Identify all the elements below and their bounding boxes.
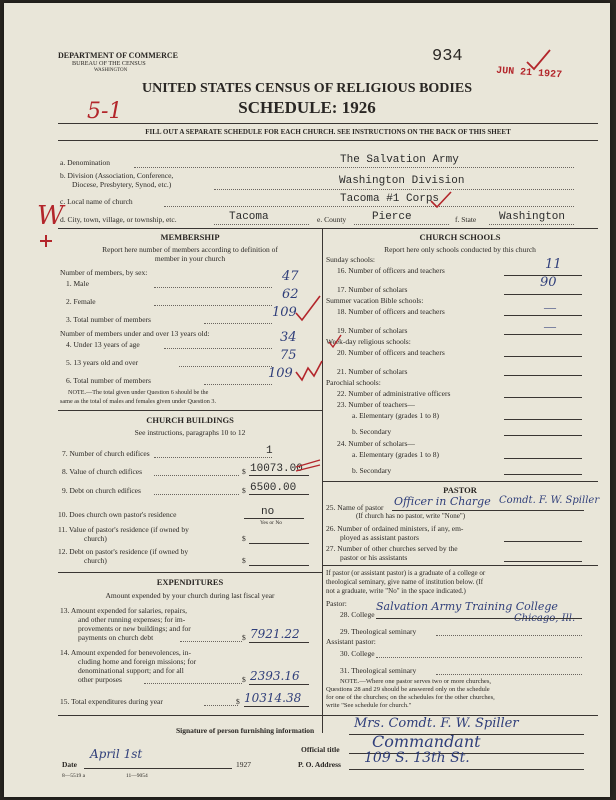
summer-schools-label: Summer vacation Bible schools: (326, 296, 424, 305)
official-title-value: Commandant (372, 732, 481, 751)
q13-value: 7921.22 (250, 627, 300, 641)
q23a-label: a. Elementary (grades 1 to 8) (352, 411, 440, 420)
date-value: April 1st (90, 747, 143, 761)
q23b-label: b. Secondary (352, 427, 392, 436)
q23-label: 23. Number of teachers— (337, 400, 415, 409)
q17-value: 90 (540, 275, 557, 290)
yes-no-hint: Yes or No (260, 520, 283, 526)
q28-label: 28. College (340, 610, 375, 619)
pastor-note: NOTE.—Where one pastor serves two or more churches, (340, 678, 492, 685)
graduate-note-end: not a graduate, write "No" in the space indicated.) (326, 587, 466, 595)
q13-line-3: provements or new buildings; and for (78, 624, 191, 633)
q12-label: 12. Debt on pastor's residence (if owned by (58, 547, 189, 556)
q5-label: 5. 13 years old and over (66, 358, 139, 367)
q6-value: 109 (268, 366, 293, 381)
q25-value: Officer in Charge (394, 495, 491, 508)
membership-note-cont: same as the total of males and females given under Question 3. (60, 398, 217, 405)
q2-value: 62 (282, 287, 299, 302)
q19-value: — (544, 319, 556, 333)
sunday-schools-label: Sunday schools: (326, 255, 375, 264)
census-schedule-page (4, 3, 610, 797)
q18-value: — (544, 300, 556, 314)
signature-value: Mrs. Comdt. F. W. Spiller (354, 716, 519, 731)
q1-value: 47 (282, 269, 299, 284)
q13-dollar: $ (242, 633, 246, 642)
expenditures-heading: EXPENDITURES (156, 577, 224, 587)
margin-mark: W (37, 201, 64, 231)
form-title: UNITED STATES CENSUS OF RELIGIOUS BODIES (141, 81, 472, 96)
county-label: e. County (317, 215, 347, 224)
membership-heading: MEMBERSHIP (160, 232, 220, 242)
q4-label: 4. Under 13 years of age (66, 340, 140, 349)
buildings-heading: CHURCH BUILDINGS (146, 415, 234, 425)
q24b-label: b. Secondary (352, 466, 392, 475)
local-name-value: Tacoma #1 Corps (340, 193, 440, 205)
q22-label: 22. Number of administrative officers (337, 389, 451, 398)
q28-value: Salvation Army Training College (376, 600, 558, 613)
form-code: 8—5519 a (62, 773, 86, 779)
city-value: Tacoma (229, 211, 269, 223)
date-label: Date (62, 760, 77, 769)
q21-label: 21. Number of scholars (337, 367, 408, 376)
division-label-cont: Diocese, Presbytery, Synod, etc.) (72, 180, 172, 189)
q28-city: Chicago, Ill. (514, 613, 576, 624)
q24-label: 24. Number of scholars— (337, 439, 415, 448)
membership-note: NOTE.—The total given under Question 6 should be the (68, 389, 209, 396)
division-label: b. Division (Association, Conference, (60, 171, 174, 180)
q15-value: 10314.38 (244, 691, 302, 705)
expenditures-intro: Amount expended by your church during last fiscal year (105, 591, 275, 600)
schools-intro: Report here only schools conducted by this church (384, 245, 536, 254)
plus-mark-icon (38, 233, 54, 249)
q14-value: 2393.16 (250, 669, 300, 683)
q7-value: 1 (266, 445, 273, 457)
check-mark-icon (294, 457, 322, 477)
q15-label: 15. Total expenditures during year (60, 697, 163, 706)
print-code: 11—9054 (126, 773, 148, 779)
q14-line-4: other purposes (78, 675, 122, 684)
check-mark-icon (428, 189, 454, 211)
pastor-heading: PASTOR (443, 485, 477, 495)
q20-label: 20. Number of officers and teachers (337, 348, 445, 357)
q25-pastor-name: Comdt. F. W. Spiller (499, 495, 600, 506)
q18-label: 18. Number of officers and teachers (337, 307, 445, 316)
pastor-note-2: Questions 28 and 29 should be answered only on the schedule (326, 686, 490, 693)
q2-label: 2. Female (66, 297, 96, 306)
q27-label: 27. Number of other churches served by the (326, 544, 458, 553)
q10-value: no (261, 506, 275, 518)
official-title-label: Official title (301, 745, 340, 754)
year-value: 1927 (236, 760, 251, 769)
parochial-schools-label: Parochial schools: (326, 378, 381, 387)
division-value: Washington Division (339, 175, 465, 187)
q19-label: 19. Number of scholars (337, 326, 408, 335)
q25-hint: (If church has no pastor, write "None") (356, 512, 466, 520)
q11-dollar: $ (242, 534, 246, 543)
q16-value: 11 (545, 257, 562, 272)
check-mark-icon (294, 293, 322, 323)
q11-label-cont: church) (84, 534, 107, 543)
q8-dollar: $ (242, 467, 246, 476)
q26-label: 26. Number of ordained ministers, if any, em- (326, 524, 464, 533)
q4-value: 34 (280, 330, 297, 345)
schools-heading: CHURCH SCHOOLS (419, 232, 501, 242)
q16-label: 16. Number of officers and teachers (337, 266, 445, 275)
q9-dollar: $ (242, 486, 246, 495)
signature-label: Signature of person furnishing information (176, 726, 315, 735)
q10-label: 10. Does church own pastor's residence (58, 510, 177, 519)
address-label: P. O. Address (298, 760, 341, 769)
q13-line-1: 13. Amount expended for salaries, repairs, (60, 606, 188, 615)
q11-label: 11. Value of pastor's residence (if owned by (58, 525, 189, 534)
q17-label: 17. Number of scholars (337, 285, 408, 294)
city-label: d. City, town, village, or township, etc. (60, 215, 177, 224)
q9-value: 6500.00 (250, 482, 297, 494)
q24a-label: a. Elementary (grades 1 to 8) (352, 450, 440, 459)
instruction-banner: FILL OUT A SEPARATE SCHEDULE FOR EACH CHURCH. SEE INSTRUCTIONS ON THE BACK OF THIS SHEET (145, 128, 511, 136)
q6-label: 6. Total number of members (66, 376, 151, 385)
membership-intro-cont: member in your church (154, 254, 226, 263)
q29-label: 29. Theological seminary (340, 627, 417, 636)
q1-label: 1. Male (66, 279, 89, 288)
check-mark-icon (294, 358, 324, 384)
pastor-note-4: write "See schedule for church." (326, 702, 412, 709)
q7-label: 7. Number of church edifices (62, 449, 150, 458)
denomination-label: a. Denomination (60, 158, 110, 167)
assistant-pastor-label: Assistant pastor: (326, 637, 376, 646)
state-value: Washington (499, 211, 566, 223)
pastor-sub-label: Pastor: (326, 599, 347, 608)
q30-label: 30. College (340, 649, 375, 658)
q31-label: 31. Theological seminary (340, 666, 417, 675)
bureau-name: BUREAU OF THE CENSUS (72, 60, 146, 67)
county-value: Pierce (372, 211, 412, 223)
q13-line-4: payments on church debt (78, 633, 154, 642)
schedule-year: SCHEDULE: 1926 (238, 98, 376, 117)
q14-dollar: $ (242, 675, 246, 684)
q27-label-cont: pastor or his assistants (340, 553, 408, 562)
weekday-schools-label: Week-day religious schools: (326, 337, 411, 346)
graduate-note: If pastor (or assistant pastor) is a graduate of a college or (326, 569, 486, 577)
q14-line-3: denominational support; and for all (78, 666, 184, 675)
q14-line-2: cluding home and foreign missions; for (78, 657, 197, 666)
pastor-note-3: for one of the churches; on the schedules for the other churches, (326, 694, 495, 701)
q12-label-cont: church) (84, 556, 107, 565)
department-name: DEPARTMENT OF COMMERCE (58, 51, 179, 60)
membership-intro: Report here number of members according to definition of (102, 245, 278, 254)
graduate-note-cont: theological seminary, give name of institution below. (If (326, 578, 484, 586)
by-sex-label: Number of members, by sex: (60, 268, 148, 277)
address-value: 109 S. 13th St. (364, 750, 470, 766)
q15-dollar: $ (236, 697, 240, 706)
margin-note: 5-1 (87, 99, 123, 124)
q8-label: 8. Value of church edifices (62, 467, 143, 476)
buildings-intro: See instructions, paragraphs 10 to 12 (134, 428, 246, 437)
q26-label-cont: ployed as assistant pastors (340, 533, 419, 542)
q25-label: 25. Name of pastor (326, 503, 384, 512)
check-mark-icon (524, 47, 554, 73)
received-stamp: JUN 21 1927 (495, 65, 563, 82)
schedule-number: 934 (432, 47, 463, 66)
local-name-label: c. Local name of church (60, 197, 133, 206)
q3-label: 3. Total number of members (66, 315, 151, 324)
denomination-value: The Salvation Army (340, 154, 459, 166)
q8-value: 10073.00 (250, 463, 303, 475)
state-label: f. State (455, 215, 477, 224)
q14-line-1: 14. Amount expended for benevolences, in- (60, 648, 192, 657)
q5-value: 75 (280, 348, 297, 363)
bureau-city: WASHINGTON (94, 68, 128, 73)
check-mark-icon (327, 333, 343, 349)
q3-value: 109 (272, 305, 297, 320)
q13-line-2: and other running expenses; for im- (78, 615, 186, 624)
by-age-label: Number of members under and over 13 years old: (60, 329, 210, 338)
q12-dollar: $ (242, 556, 246, 565)
q9-label: 9. Debt on church edifices (62, 486, 141, 495)
